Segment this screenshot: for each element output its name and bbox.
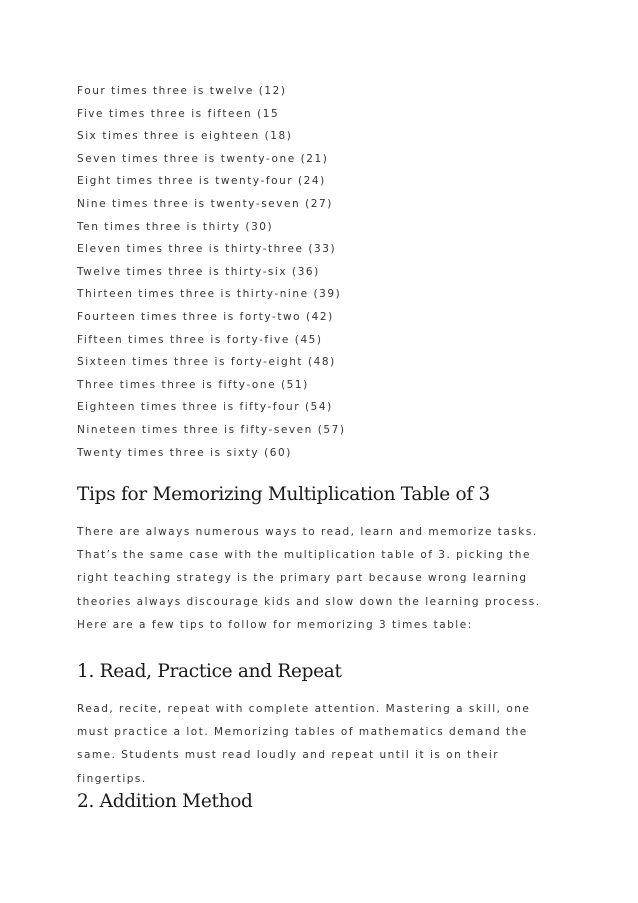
- read-practice-repeat-heading: 1. Read, Practice and Repeat: [77, 661, 342, 682]
- read-practice-repeat-paragraph: Read, recite, repeat with complete attention. Mastering a skill, one must practice a lot. Memorizing tables of mathematics demand the same. Students must read loudly and repeat until it is on their fingertips.: [77, 703, 531, 785]
- times-table-line: Eighteen times three is fifty-four (54): [77, 401, 333, 414]
- times-table-line: Seven times three is twenty-one (21): [77, 152, 329, 165]
- times-table-line: Eleven times three is thirty-three (33): [77, 243, 337, 256]
- times-table-line: Nine times three is twenty-seven (27): [77, 197, 333, 210]
- times-table-line: Six times three is eighteen (18): [77, 130, 293, 143]
- times-table-list: [77, 84, 577, 468]
- times-table-line: Five times three is fifteen (15: [77, 107, 280, 120]
- times-table-line: Fourteen times three is forty-two (42): [77, 310, 334, 323]
- times-table-line: Ten times three is thirty (30): [77, 220, 274, 233]
- document-page: [77, 84, 577, 812]
- times-table-line: Sixteen times three is forty-eight (48): [77, 356, 336, 369]
- addition-method-heading: 2. Addition Method: [77, 791, 253, 812]
- times-table-line: Twenty times three is sixty (60): [77, 446, 292, 459]
- times-table-line: Twelve times three is thirty-six (36): [77, 265, 320, 278]
- times-table-line: Eight times three is twenty-four (24): [77, 175, 326, 188]
- times-table-line: Three times three is fifty-one (51): [77, 378, 309, 391]
- times-table-line: Nineteen times three is fifty-seven (57): [77, 423, 346, 436]
- tips-heading: Tips for Memorizing Multiplication Table of 3: [77, 484, 490, 505]
- times-table-line: Thirteen times three is thirty-nine (39): [77, 288, 342, 301]
- tips-paragraph: There are always numerous ways to read, learn and memorize tasks. That’s the same case with the multiplication table of 3. picking the right teaching strategy is the primary part because wrong learning theories always discourage kids and slow down the learning process. Here are a few tips to follow for memorizing 3 times table:: [77, 526, 541, 631]
- times-table-line: Fifteen times three is forty-five (45): [77, 333, 323, 346]
- times-table-line: Four times three is twelve (12): [77, 85, 287, 97]
